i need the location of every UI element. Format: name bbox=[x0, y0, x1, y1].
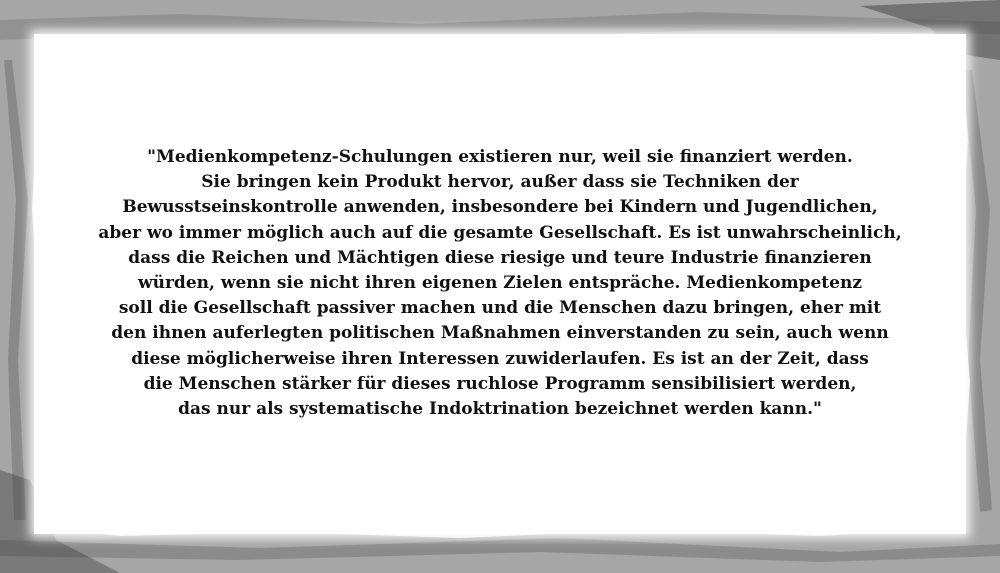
quote-line: das nur als systematische Indoktrination bezeichnet werden kann." bbox=[178, 399, 822, 420]
quote-text bbox=[60, 145, 940, 422]
quote-line: "Medienkompetenz-Schulungen existieren nur, weil sie finanziert werden. bbox=[147, 147, 853, 167]
quote-line: soll die Gesellschaft passiver machen und die Menschen dazu bringen, eher mit bbox=[118, 298, 882, 319]
quote-line: den ihnen auferlegten politischen Maßnahmen einverstanden zu sein, auch wenn bbox=[111, 323, 889, 344]
quote-line: aber wo immer möglich auch auf die gesamte Gesellschaft. Es ist unwahrscheinlich, bbox=[98, 222, 902, 243]
quote-line: Bewusstseinskontrolle anwenden, insbesondere bei Kindern und Jugendlichen, bbox=[122, 197, 878, 218]
quote-line: Sie bringen kein Produkt hervor, außer dass sie Techniken der bbox=[201, 172, 799, 193]
quote-line: diese möglicherweise ihren Interessen zuwiderlaufen. Es ist an der Zeit, dass bbox=[131, 348, 869, 369]
quote-line: dass die Reichen und Mächtigen diese riesige und teure Industrie finanzieren bbox=[128, 247, 872, 268]
quote-line: die Menschen stärker für dieses ruchlose Programm sensibilisiert werden, bbox=[143, 373, 857, 394]
quote-line: würden, wenn sie nicht ihren eigenen Zielen entspräche. Medienkompetenz bbox=[137, 273, 862, 294]
